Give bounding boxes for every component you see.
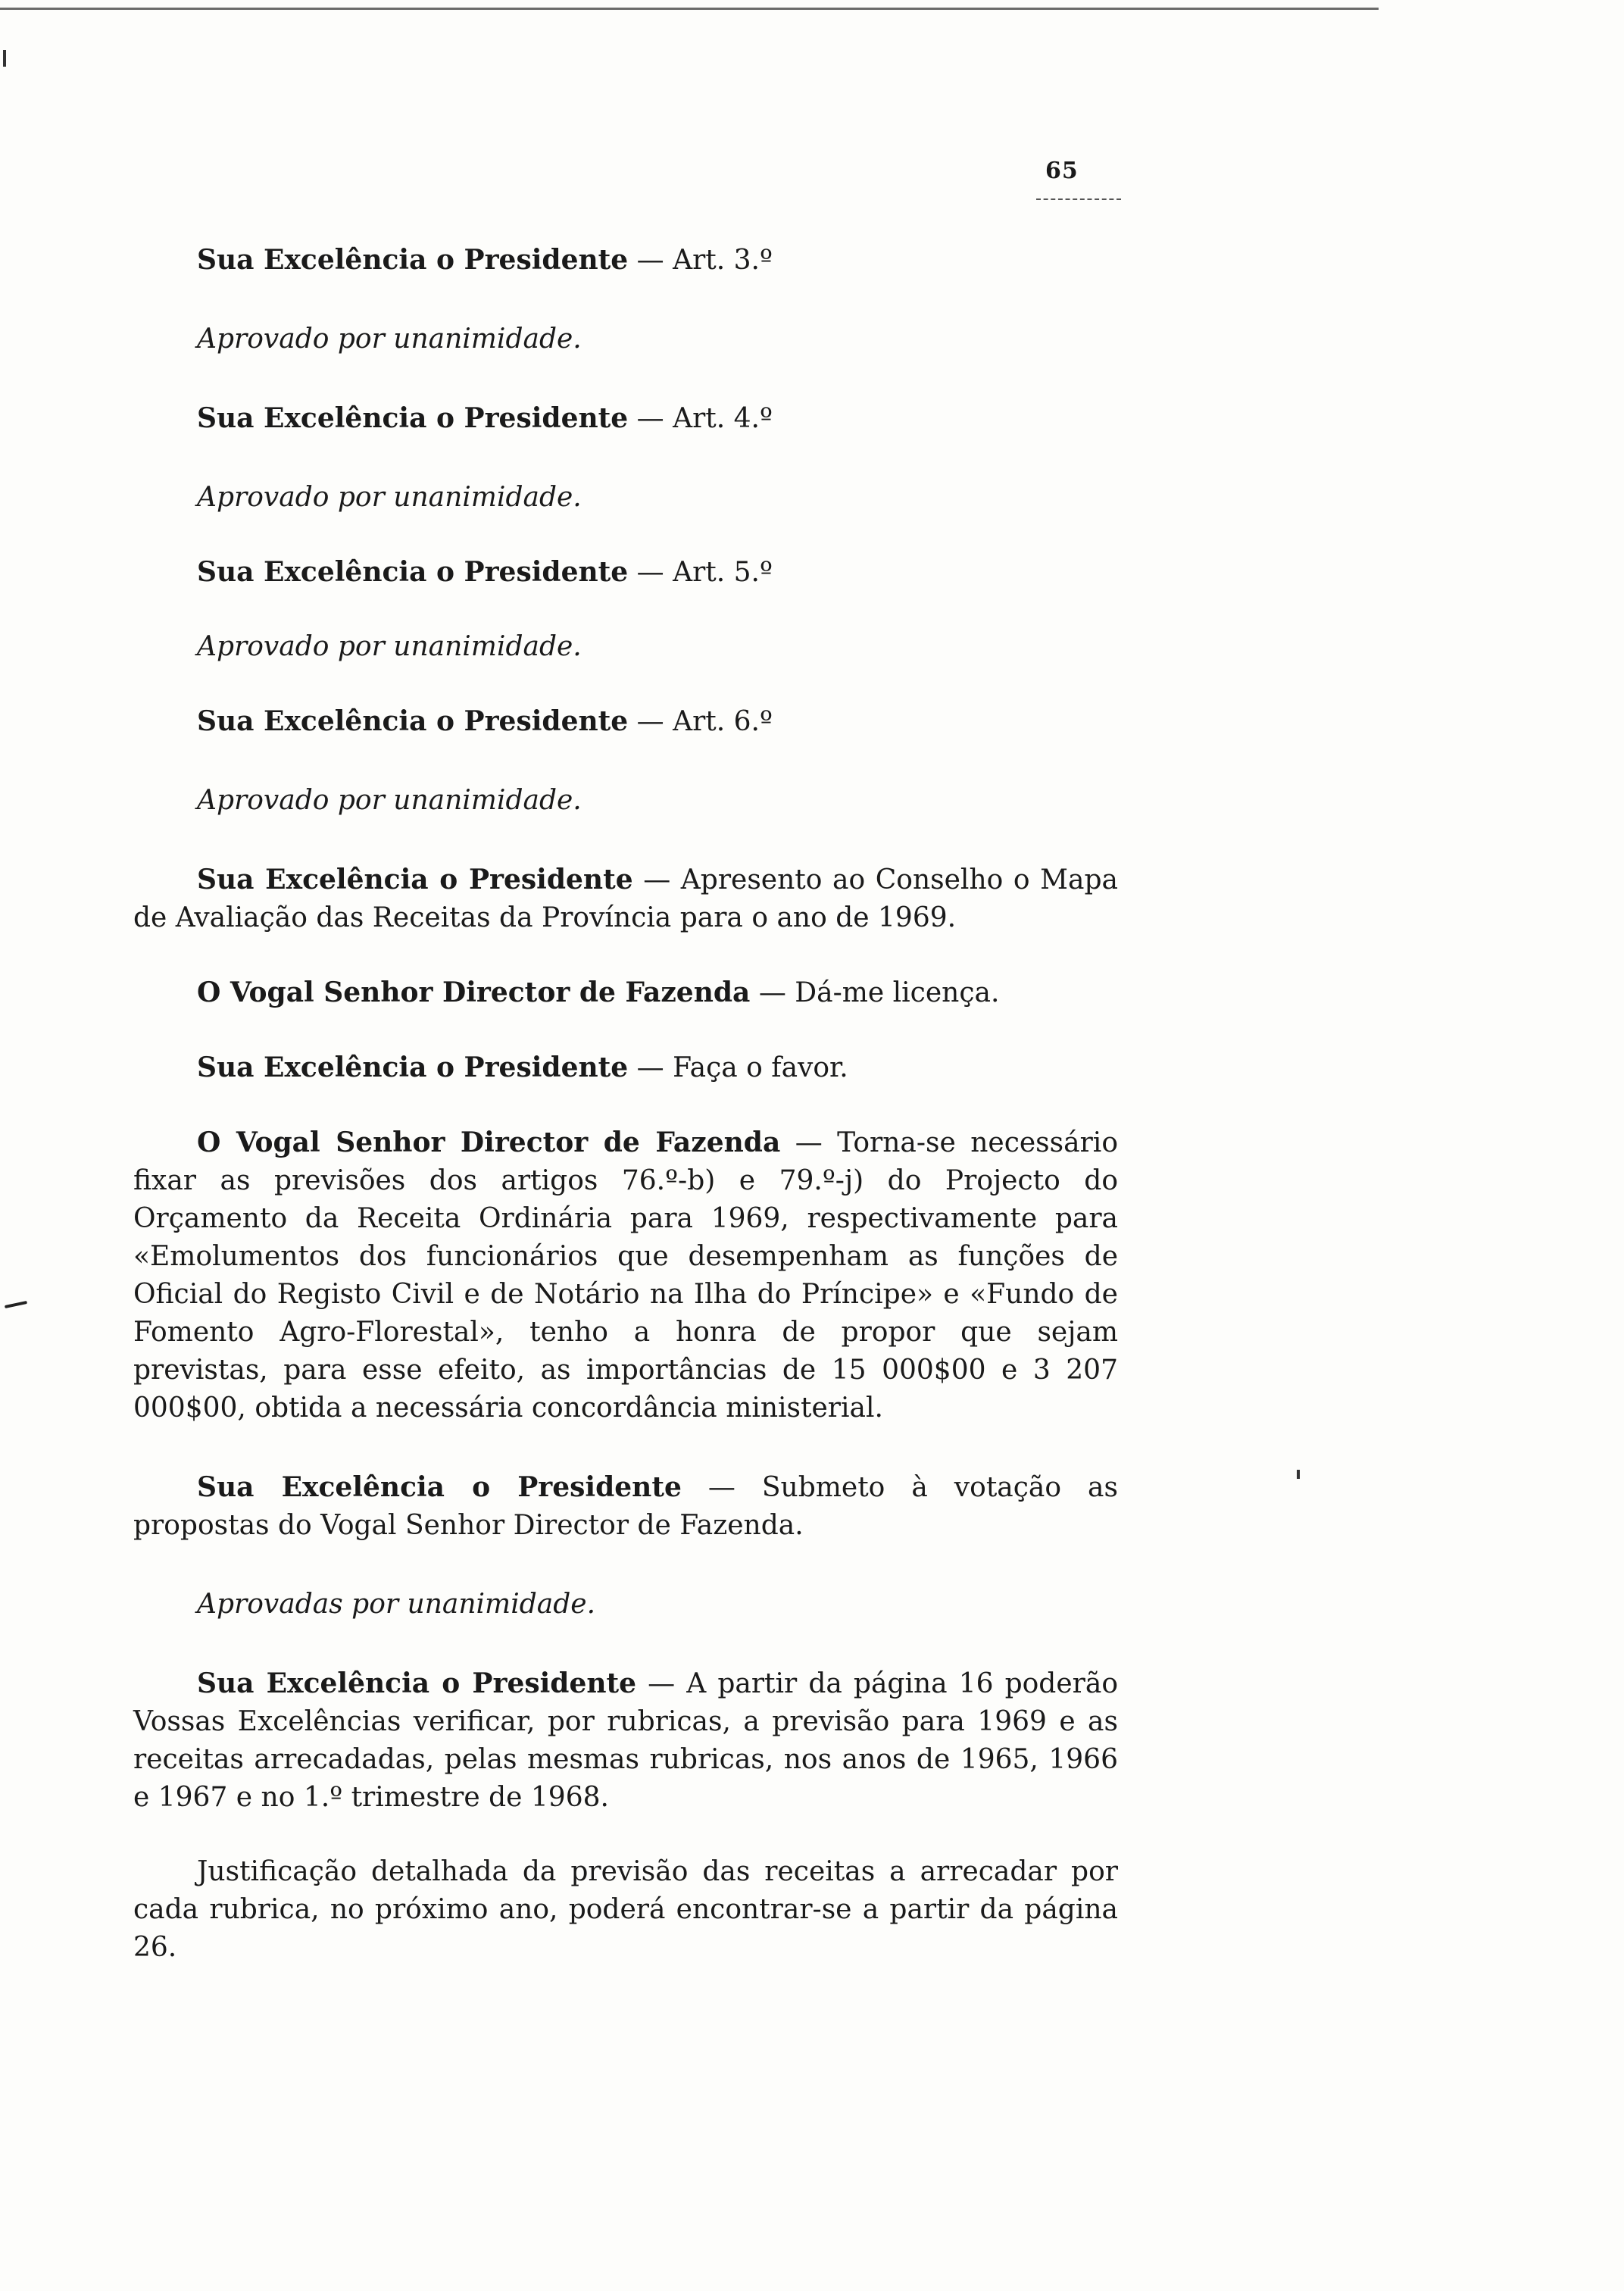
speech-text: — Art. 3.º [628, 245, 773, 276]
speaker-name: Sua Excelência o Presidente [197, 1471, 682, 1503]
speech-text: — Art. 5.º [628, 557, 773, 588]
paragraph-speech [133, 553, 1118, 592]
speech-text: — Art. 4.º [628, 403, 773, 434]
speech-text: — A partir da página 16 poderão Vossas Excelências verificar, por rubricas, a previsão para 1969 e as receitas arrecadadas, pelas mesmas rubricas, nos anos de 1965, 1966 e 1967 e no 1.º trimestre de 1968. [133, 1668, 1118, 1813]
paragraph-plain: Justificação detalhada da previsão das receitas a arrecadar por cada rubrica, no próximo ano, poderá encontrar-se a partir da página 26. [133, 1856, 1118, 1963]
paragraph-speech [133, 1664, 1118, 1817]
page-number: 65 [1045, 158, 1079, 184]
speaker-name: Sua Excelência o Presidente [197, 402, 629, 434]
speech-text: — Submeto à votação as propostas do Vogal Senhor Director de Fazenda. [133, 1472, 1118, 1541]
scan-speck [3, 50, 6, 67]
paragraph-speech [133, 1468, 1118, 1545]
document-body [133, 241, 1118, 1967]
speech-text: — Faça o favor. [628, 1052, 848, 1083]
speech-text: — Dá-me licença. [750, 977, 1000, 1008]
speaker-name: O Vogal Senhor Director de Fazenda [197, 977, 751, 1008]
speech-text: — Apresento ao Conselho o Mapa de Avaliação das Receitas da Província para o ano de 1969. [133, 864, 1118, 933]
speaker-name: Sua Excelência o Presidente [197, 1052, 629, 1083]
speaker-name: Sua Excelência o Presidente [197, 244, 629, 276]
speech-text: — Art. 6.º [628, 706, 773, 737]
speaker-name: Sua Excelência o Presidente [197, 556, 629, 588]
vote-result: Aprovado por unanimidade. [197, 482, 582, 513]
page-number-underline [1036, 198, 1121, 200]
scan-speck [1297, 1470, 1300, 1479]
vote-result: Aprovadas por unanimidade. [197, 1589, 596, 1620]
vote-result: Aprovado por unanimidade. [197, 785, 582, 816]
speaker-name: Sua Excelência o Presidente [197, 864, 633, 895]
paragraph-speech [133, 1049, 1118, 1087]
vote-result: Aprovado por unanimidade. [197, 631, 582, 662]
paragraph-speech [133, 241, 1118, 280]
top-border-rule [0, 8, 1379, 10]
speaker-name: Sua Excelência o Presidente [197, 705, 629, 737]
paragraph-speech [133, 974, 1118, 1012]
speech-text: — Torna-se necessário fixar as previsões dos artigos 76.º-b) e 79.º-j) do Projecto do Orçamento da Receita Ordinária para 1969, respectivamente para «Emolumentos dos funcionários que desempenham as funções de Oficial do Registo Civil e de Notário na Ilha do Príncipe» e «Fundo de Fomento Agro-Florestal», tenho a honra de propor que sejam previstas, para esse efeito, as importâncias de 15 000$00 e 3 207 000$00, obtida a necessária concordância ministerial. [133, 1127, 1118, 1424]
paragraph-speech [133, 399, 1118, 438]
paragraph-speech [133, 1124, 1118, 1427]
paragraph-speech [133, 861, 1118, 937]
margin-pen-mark [5, 1301, 27, 1308]
speaker-name: Sua Excelência o Presidente [197, 1667, 637, 1699]
speaker-name: O Vogal Senhor Director de Fazenda [197, 1127, 781, 1158]
paragraph-speech [133, 702, 1118, 741]
vote-result: Aprovado por unanimidade. [197, 323, 582, 355]
